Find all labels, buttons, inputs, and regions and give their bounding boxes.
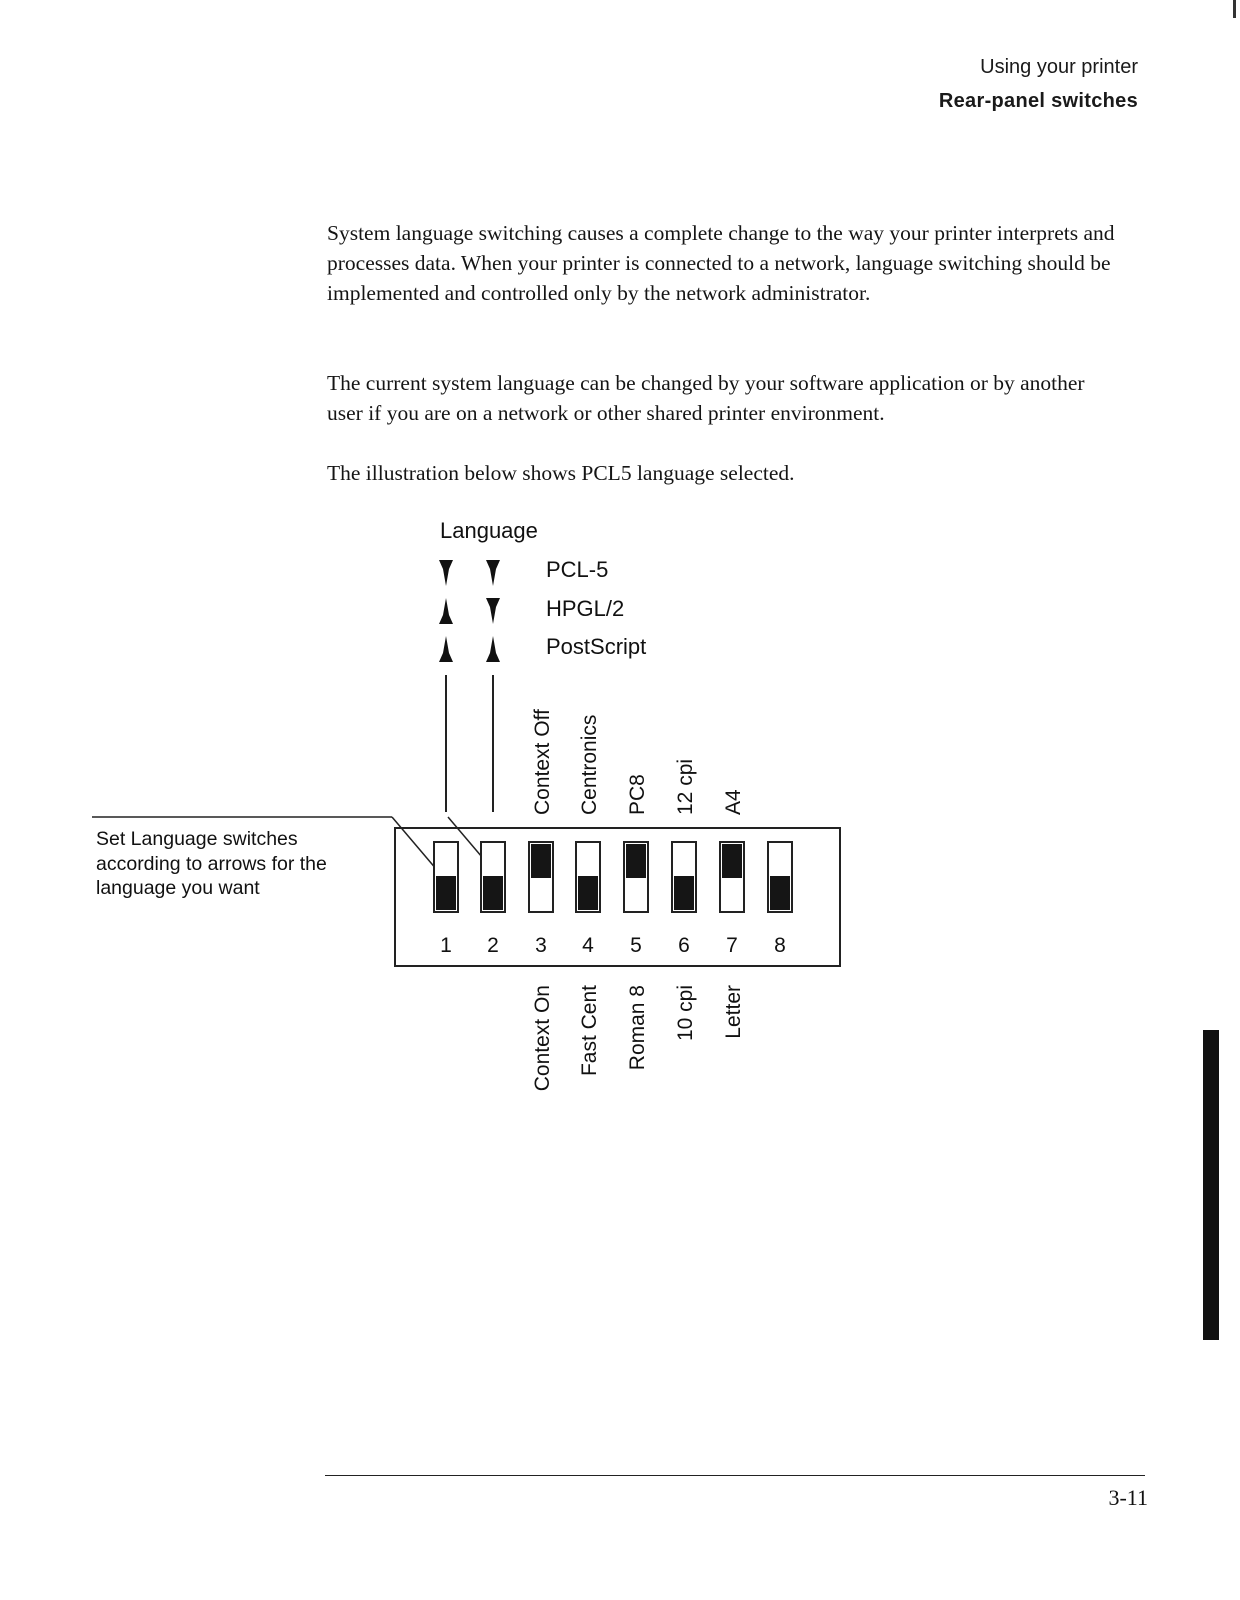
page-number: 3-11 — [1108, 1485, 1148, 1510]
language-arrows — [439, 560, 500, 662]
switch-1-knob — [436, 876, 456, 910]
switch-6-knob — [674, 876, 694, 910]
running-header-subsection: Rear-panel switches — [938, 90, 1138, 112]
paragraph-language-switching: System language switching causes a complete change to the way your printer interprets and processes data. When your printer is connected to a network, language switching should be implemented and controlled only by the network administrator. — [327, 221, 1115, 305]
page-edge-mark — [1233, 0, 1236, 18]
paragraph-illustration-intro: The illustration below shows PCL5 language selected. — [327, 461, 795, 485]
language-title: Language — [440, 518, 538, 543]
arrow-up-3-2 — [486, 636, 500, 662]
arrow-down-1-1 — [439, 560, 453, 586]
switch-1-number: 1 — [440, 934, 452, 957]
label-bottom-5: Roman 8 — [626, 985, 649, 1071]
label-bottom-4: Fast Cent — [578, 985, 601, 1077]
switch-7-knob — [722, 844, 742, 878]
callout-set-language: Set Language switches according to arrows for the language you want — [96, 828, 327, 899]
option-hpgl2: HPGL/2 — [546, 596, 625, 621]
arrow-down-1-2 — [486, 560, 500, 586]
switch-6-number: 6 — [678, 934, 690, 957]
option-postscript: PostScript — [546, 634, 647, 659]
switch-8-knob — [770, 876, 790, 910]
switch-8-number: 8 — [774, 934, 786, 957]
switch-2-number: 2 — [487, 934, 499, 957]
switch-4-number: 4 — [582, 934, 594, 957]
chapter-thumb-tab — [1203, 1030, 1219, 1340]
switch-7-number: 7 — [726, 934, 738, 957]
label-top-7: A4 — [722, 789, 745, 815]
footer-rule — [325, 1475, 1145, 1476]
switch-3-number: 3 — [535, 934, 547, 957]
switch-5-knob — [626, 844, 646, 878]
label-bottom-7: Letter — [722, 985, 745, 1039]
label-bottom-6: 10 cpi — [674, 985, 697, 1042]
switch-5-number: 5 — [630, 934, 642, 957]
running-header-section: Using your printer — [980, 56, 1138, 78]
arrow-up-2-1 — [439, 598, 453, 624]
label-bottom-3: Context On — [531, 985, 554, 1092]
switch-4-knob — [578, 876, 598, 910]
paragraph-current-language: The current system language can be changed by your software application or by another user if you are on a network or other shared printer environment. — [327, 371, 1085, 425]
arrow-up-3-1 — [439, 636, 453, 662]
label-top-3: Context Off — [531, 709, 554, 815]
label-top-6: 12 cpi — [674, 758, 697, 815]
option-pcl5: PCL-5 — [546, 557, 609, 582]
switch-3-knob — [531, 844, 551, 878]
switch-bank — [434, 842, 792, 957]
callout-pointer-1 — [392, 817, 437, 870]
label-top-4: Centronics — [578, 714, 601, 815]
arrow-down-2-2 — [486, 598, 500, 624]
label-top-5: PC8 — [626, 774, 649, 815]
switch-2-knob — [483, 876, 503, 910]
